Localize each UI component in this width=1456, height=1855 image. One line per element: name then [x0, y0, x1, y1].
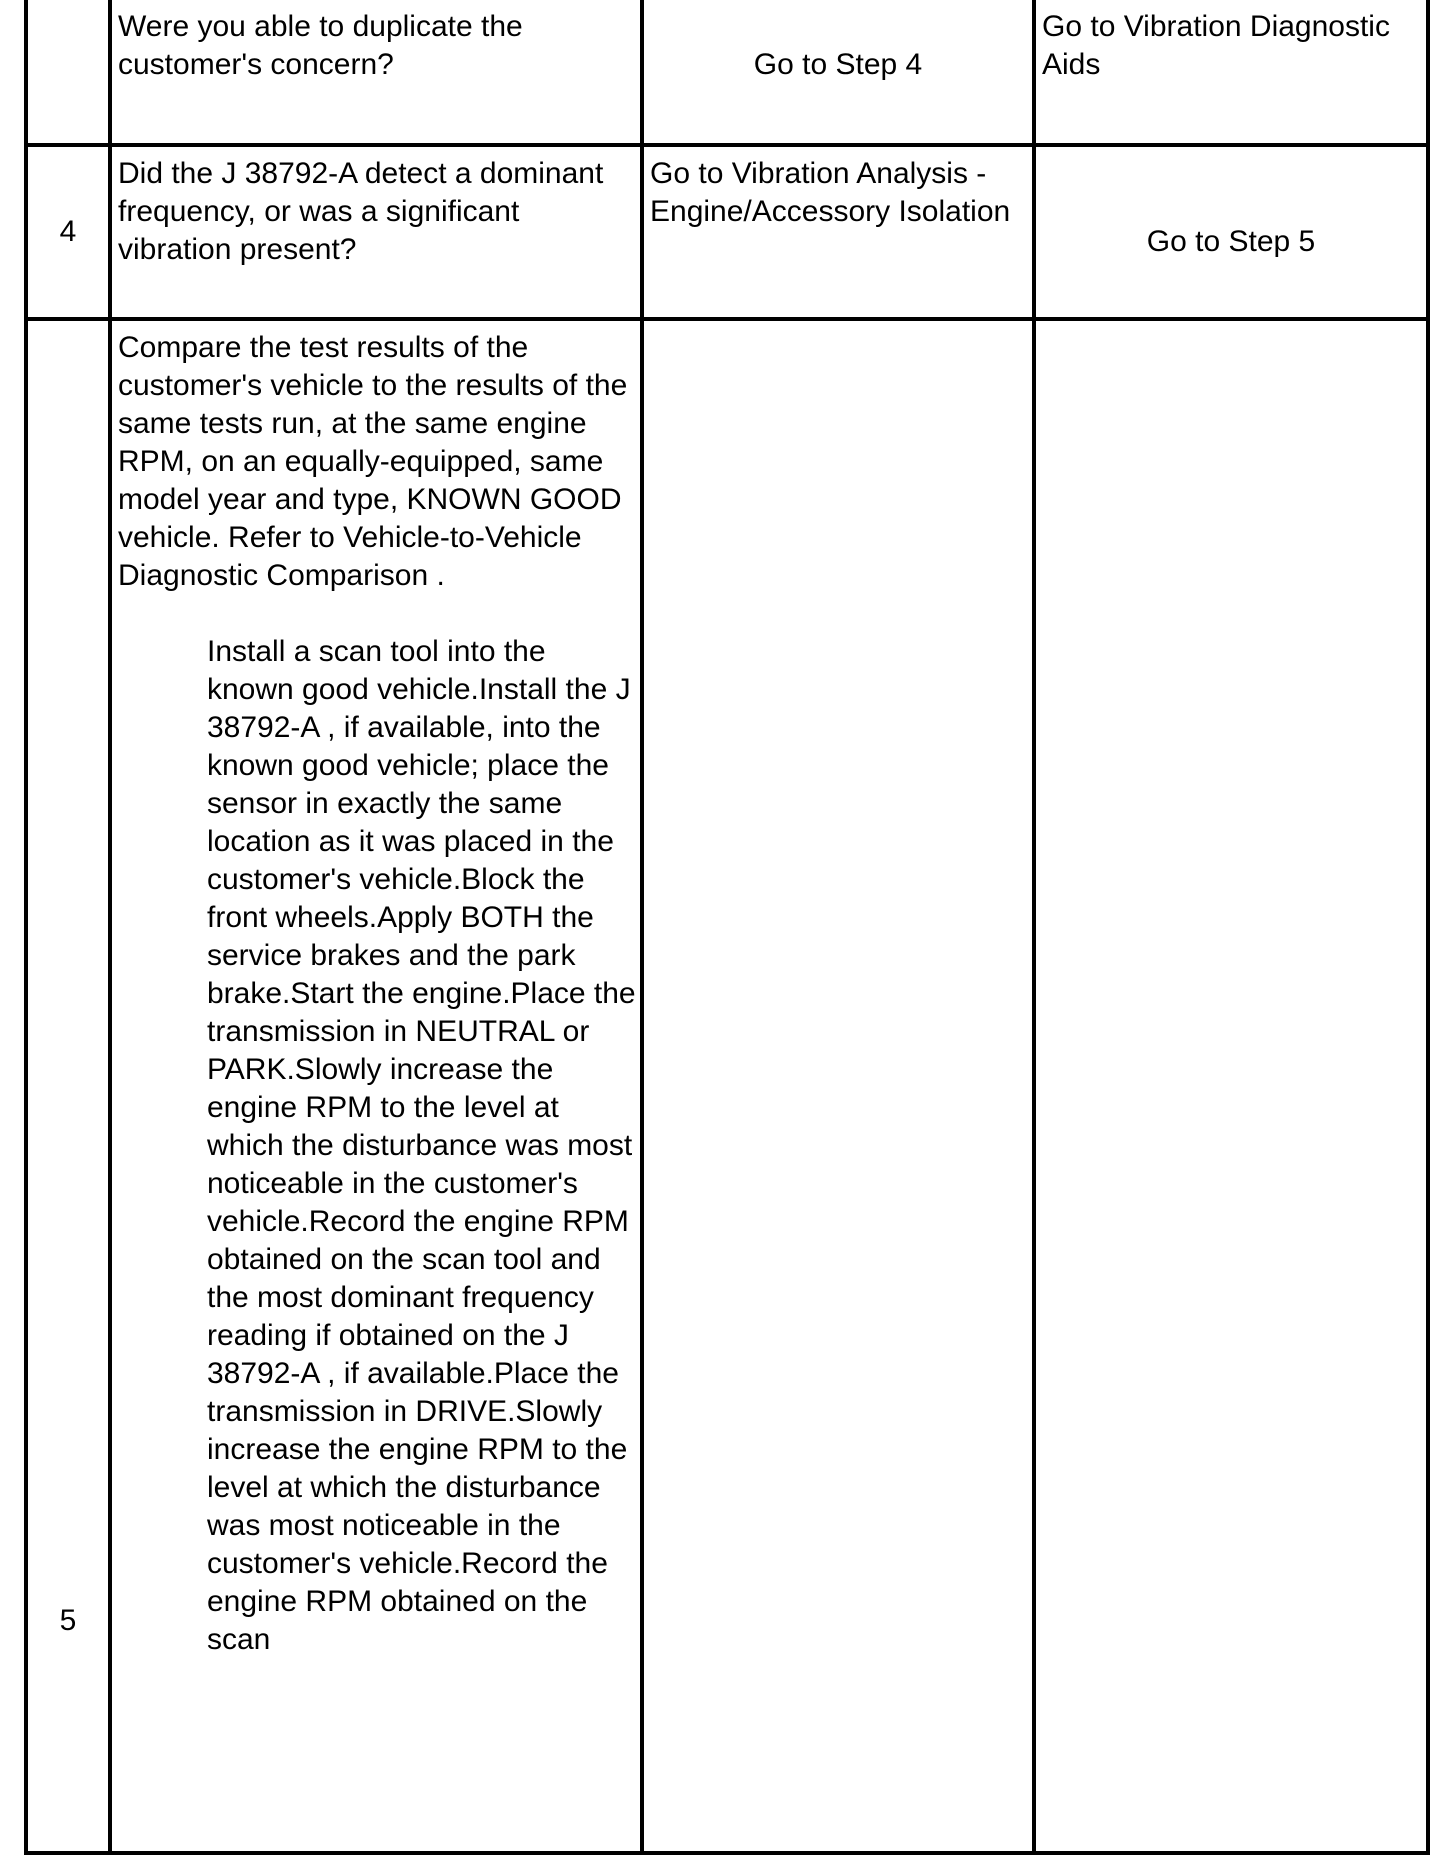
yes-cell [642, 145, 1034, 319]
action-cell [110, 319, 642, 1853]
step-number: 4 [59, 215, 77, 248]
action-text: Did the J 38792-A detect a dominant frequency, or was a significant vibration present? [118, 157, 604, 266]
step-number: 5 [59, 1604, 77, 1637]
table-row [26, 319, 1428, 1853]
yes-cell [642, 319, 1034, 1853]
no-result: Go to Vibration Diagnostic Aids [1042, 10, 1390, 81]
step-number-cell [26, 0, 110, 145]
no-cell [1034, 145, 1428, 319]
step-number-cell [26, 145, 110, 319]
yes-cell [642, 0, 1034, 145]
yes-result [644, 321, 1032, 329]
table-row [26, 0, 1428, 145]
diagnostic-table [24, 0, 1430, 1855]
yes-result: Go to Vibration Analysis - Engine/Accessory Isolation [650, 157, 1011, 228]
action-cell [110, 145, 642, 319]
action-cell [110, 0, 642, 145]
no-cell [1034, 0, 1428, 145]
no-result [1036, 321, 1426, 329]
yes-result: Go to Step 4 [753, 48, 923, 81]
no-result: Go to Step 5 [1146, 225, 1316, 258]
no-cell [1034, 319, 1428, 1853]
table-row [26, 145, 1428, 319]
action-text: Compare the test results of the customer's vehicle to the results of the same tests run, at the same engine RPM, on an equally-equipped, same model year and type, KNOWN GOOD vehicle. Refer to Vehicle-to-Vehicle Diagnostic Comparison . [118, 331, 628, 592]
step-number-cell [26, 319, 110, 1853]
action-substeps: Install a scan tool into the known good vehicle.Install the J 38792-A , if available, into the known good vehicle; place the sensor in exactly the same location as it was placed in the customer's vehicle.Block the front wheels.Apply BOTH the service brakes and the park brake.Start the engine.Place the transmission in NEUTRAL or PARK.Slowly increase the engine RPM to the level at which the disturbance was most noticeable in the customer's vehicle.Record the engine RPM obtained on the scan tool and the most dominant frequency reading if obtained on the J 38792-A , if available.Place the transmission in DRIVE.Slowly increase the engine RPM to the level at which the disturbance was most noticeable in the customer's vehicle.Record the engine RPM obtained on the scan [207, 635, 636, 1656]
action-text: Were you able to duplicate the customer's concern? [118, 10, 523, 81]
